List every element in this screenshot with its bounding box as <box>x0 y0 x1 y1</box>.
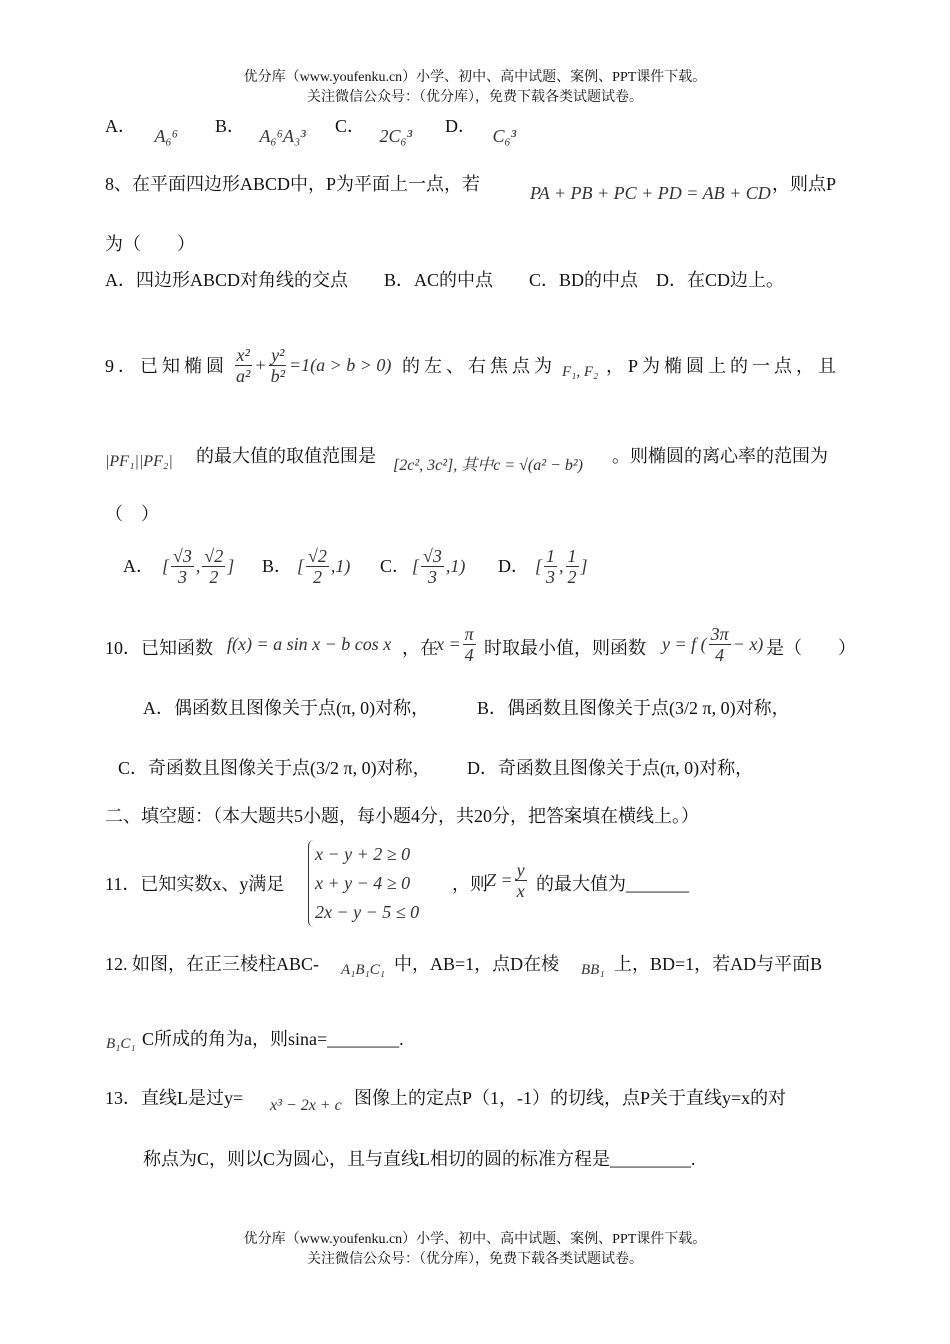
q7-a-expr: A₆⁶ <box>154 126 179 146</box>
q12-line-2: C所成的角为a，则sina=________. <box>142 1029 404 1049</box>
q10-option-d: D．奇函数且图像关于点(π, 0)对称， <box>467 758 754 778</box>
q12-prism: A₁B₁C₁ <box>341 962 385 978</box>
header-line-2: 关注微信公众号：（优分库），免费下载各类试题试卷。 <box>307 90 643 105</box>
q9-foci: F₁, F₂ <box>562 364 599 380</box>
q9-a-label: A． <box>123 556 154 576</box>
q9-d-expr: [ $\frac{1}{3}$ , $\frac{1}{2}$ ] <box>535 546 588 587</box>
q9-range: [2c², 3c²], 其中c = √(a² − b²) <box>393 457 583 474</box>
q9-tail: ，P为椭圆上的一点，且 <box>606 356 841 376</box>
q10-option-b: B．偶函数且图像关于点(3/2 π, 0)对称， <box>477 698 790 718</box>
q10-tail: 是（ ） <box>766 638 856 658</box>
q7-option-a <box>105 112 179 146</box>
q9-ellipse-eq: $\frac{\text{x²}}{\text{a²}}$ + $\frac{\text{y²}}{\text{b²}}$ =1(a > b > 0) <box>236 345 392 386</box>
q9-l2-text: 的最大值的取值范围是 <box>196 446 376 466</box>
q9-l2-tail: 。则椭圆的离心率的范围为 <box>612 446 828 466</box>
footer-line-2: 关注微信公众号：（优分库），免费下载各类试题试卷。 <box>307 1252 643 1267</box>
q11-constraint-1: x − y + 2 ≥ 0 <box>315 844 411 864</box>
q7-option-b <box>215 112 306 146</box>
section-2-heading: 二、填空题：（本大题共5小题，每小题4分，共20分，把答案填在横线上。） <box>105 806 699 826</box>
q13-curve: x³ − 2x + c <box>270 1097 342 1114</box>
q9-pf-expr: |PF₁||PF₂| <box>105 453 173 470</box>
q8-stem-text: 8、在平面四边形ABCD中，P为平面上一点，若 <box>105 174 481 194</box>
q10-option-a: A．偶函数且图像关于点(π, 0)对称， <box>143 698 430 718</box>
q7-b-label: B． <box>215 116 246 136</box>
q11-mid: ，则 <box>452 874 488 894</box>
q11-tail: 的最大值为_______ <box>536 874 689 894</box>
q11-stem: 11．已知实数x、y满足 <box>105 874 285 894</box>
q7-c-expr: 2C₆³ <box>379 126 413 146</box>
q7-d-label: D． <box>445 116 476 136</box>
q9-c-expr: [ $\frac{√3}{3}$ ,1) <box>412 546 466 587</box>
q11-z: Z = $\frac{y}{x}$ <box>486 860 525 901</box>
q10-stem: 10．已知函数 <box>105 638 213 658</box>
q10-at: x = $\frac{\pi}{4}$ <box>436 624 474 665</box>
q11-constraint-3: 2x − y − 5 ≤ 0 <box>315 902 420 922</box>
q8-stem <box>105 170 480 196</box>
q12-stem: 12. 如图，在正三棱柱ABC- <box>105 954 320 974</box>
q13-tail: 图像上的定点P（1，-1）的切线，点P关于直线y=x的对 <box>354 1088 787 1108</box>
q9-frac-x: $\frac{\text{x²}}{\text{a²}}$ <box>236 345 251 386</box>
q8-options: A．四边形ABCD对角线的交点 B．AC的中点 C．BD的中点 D．在CD边上。 <box>105 270 785 290</box>
q12-mid: 中，AB=1，点D在棱 <box>394 954 560 974</box>
q8-vector-expr: PA + PB + PC + PD = AB + CD <box>530 183 771 203</box>
q13-line-2: 称点为C，则以C为圆心，且与直线L相切的圆的标准方程是_________. <box>143 1149 696 1169</box>
q12-plane: B₁C₁ <box>106 1036 136 1052</box>
q10-yfunc: y = f ( $\frac{3\pi}{4}$ − x) <box>662 624 764 665</box>
q7-option-c <box>335 112 413 146</box>
q8-line-2: 为（ ） <box>105 234 195 254</box>
header-line-1: 优分库（www.youfenku.cn）小学、初中、高中试题、案例、PPT课件下载。 <box>243 70 707 85</box>
q7-option-d <box>445 112 517 146</box>
q12-edge: BB₁ <box>581 962 605 978</box>
q9-c-label: C． <box>380 556 411 576</box>
q7-d-expr: C₆³ <box>492 126 517 146</box>
q9-stem: 9．已知椭圆 <box>105 356 228 376</box>
q9-mid: 的左、右焦点为 <box>402 356 556 376</box>
q10-mid: ，在 <box>402 638 438 658</box>
q12-tail: 上，BD=1，若AD与平面B <box>614 954 823 974</box>
q9-frac-y: $\frac{\text{y²}}{\text{b²}}$ <box>270 345 285 386</box>
q11-constraints <box>308 840 419 927</box>
q9-b-label: B． <box>262 556 293 576</box>
q7-a-label: A． <box>105 116 136 136</box>
q7-b-expr: A₆⁶A₃³ <box>259 126 306 146</box>
q9-paren: （ ） <box>105 504 159 524</box>
q9-a-expr: [ $\frac{√3}{3}$ , $\frac{√2}{2}$ ] <box>162 546 235 587</box>
q9-b-expr: [ $\frac{√2}{2}$ ,1) <box>297 546 351 587</box>
q8-tail: ，则点P <box>772 174 837 194</box>
footer-line-1: 优分库（www.youfenku.cn）小学、初中、高中试题、案例、PPT课件下载。 <box>243 1232 707 1247</box>
q7-c-label: C． <box>335 116 366 136</box>
q11-constraint-2: x + y − 4 ≥ 0 <box>315 873 411 893</box>
q10-func: f(x) = a sin x − b cos x <box>227 634 392 654</box>
q13-stem: 13．直线L是过y= <box>105 1088 244 1108</box>
q10-option-c: C．奇函数且图像关于点(3/2 π, 0)对称， <box>118 758 431 778</box>
q10-mid2: 时取最小值，则函数 <box>484 638 646 658</box>
q9-eq-tail: =1(a > b > 0) <box>288 355 392 375</box>
q9-d-label: D． <box>498 556 529 576</box>
